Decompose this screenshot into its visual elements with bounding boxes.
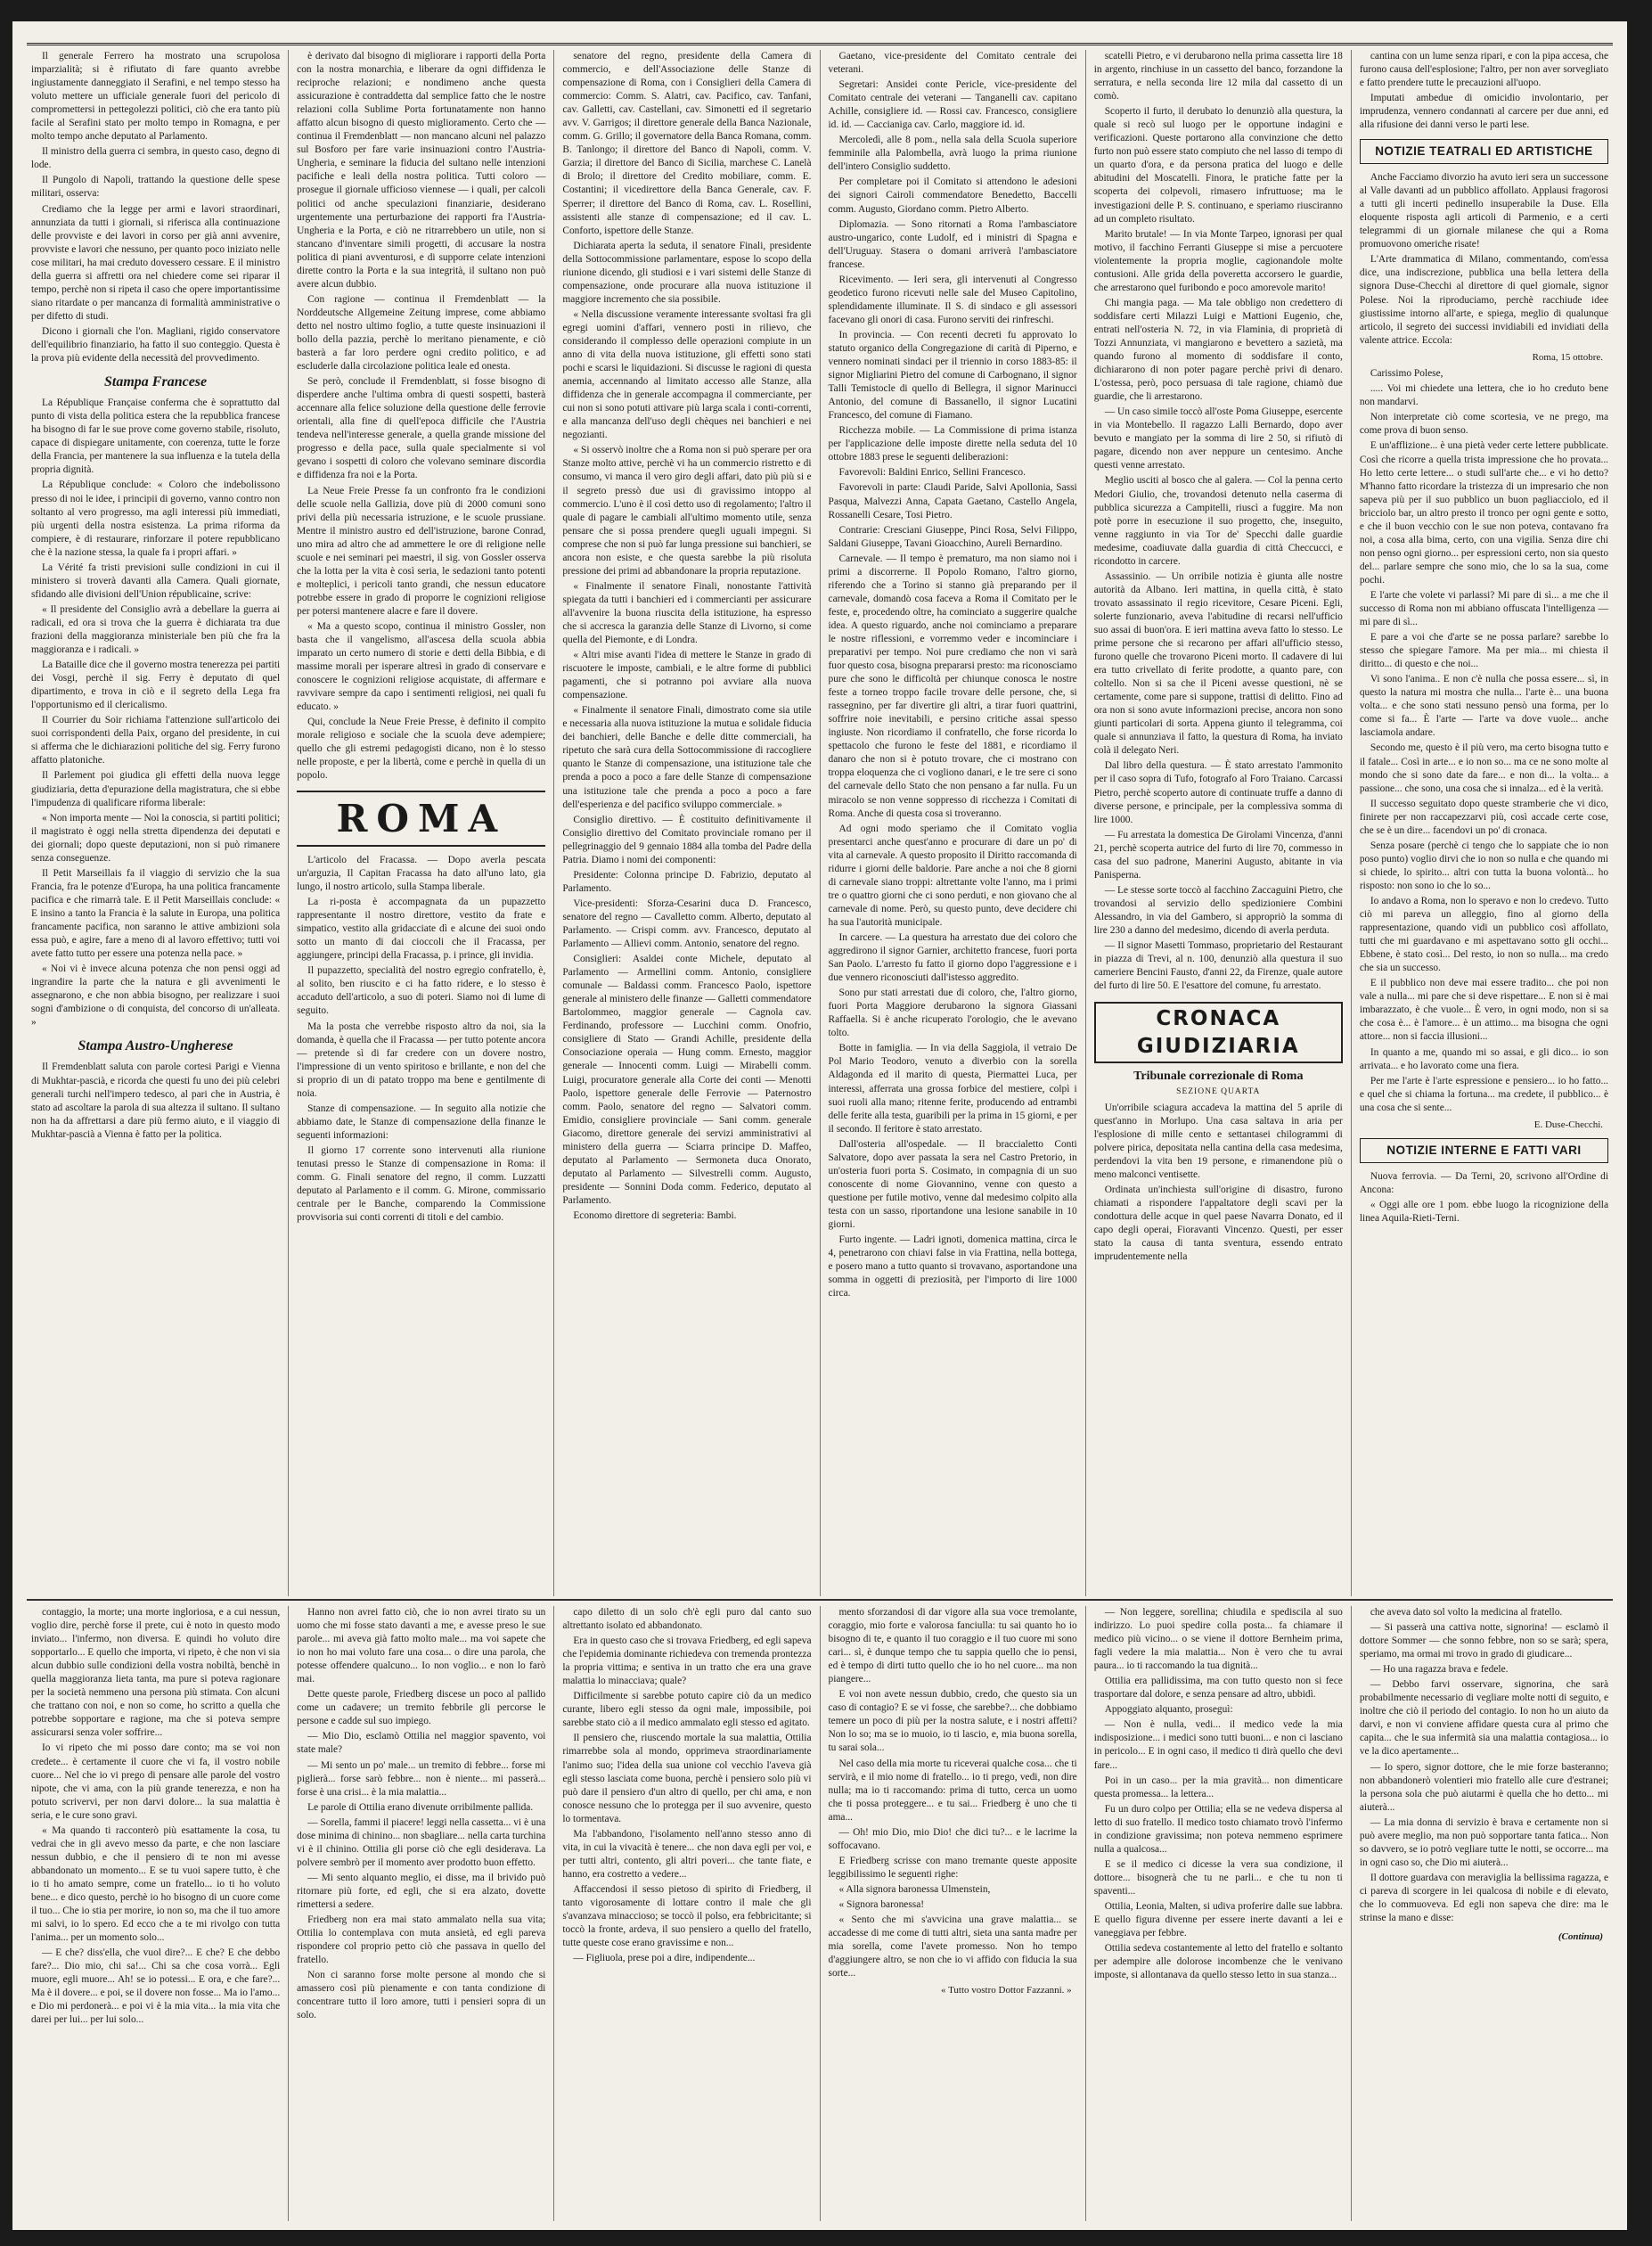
paragraph: Il Pungolo di Napoli, trattando la questione delle spese militari, osserva: bbox=[31, 175, 281, 200]
paragraph: Scoperto il furto, il derubato lo denunziò alla questura, la quale si recò sul luogo per le opportune indagini e verificazioni. Queste portarono alla convinzione che detto furto non può essere stato compiuto che nel lasso di tempo di un quarto d'ora, e da persona pratica del luogo e delle abitudini del Moscatelli. Finora, le pratiche fatte per la scoperta dei colpevoli, rimasero infruttuose; ma le investigazioni delle P. S. continuano, e speriamo riusciranno ad un completo risultato. bbox=[1093, 106, 1343, 225]
paragraph: Botte in famiglia. — In via della Saggiola, il vetraio De Pol Mario Teodoro, venuto a diverbio con la sorella Aldagonda ed il marito di questa, Piermattei Luca, per interessi, afferrata una grossa forbice del mestiere, colpì i suoi ruoli alla mano; ritenne ferite, producendo ad entrambi delle ferite alla testa, guaribili per la prima in 15 giorni, e per il secondo. Il feritore è stato arrestato. bbox=[828, 1043, 1077, 1135]
paragraph: capo diletto di un solo ch'è egli puro dal canto suo altrettanto isolato ed abbandonato. bbox=[562, 1607, 812, 1632]
paragraph: E Friedberg scrisse con mano tremante queste apposite leggibilissimo le seguenti righe: bbox=[828, 1855, 1077, 1880]
feuilleton-column-5 bbox=[1085, 1606, 1351, 2221]
paragraph: Nuova ferrovia. — Da Terni, 20, scrivono all'Ordine di Ancona: bbox=[1359, 1171, 1609, 1196]
paragraph: Imputati ambedue di omicidio involontario, per imprudenza, vennero condannati al carcere per due anni, ed alla rifusione dei danni verso le parti lese. bbox=[1359, 93, 1609, 131]
paragraph: — La mia donna di servizio è brava e certamente non si può avere meglio, ma non può sopportare tanta fatica... Non so davvero, se io potrò vegliare tutte le notti, se occorre... ma in ogni caso so, che Dio mi aiuterà... bbox=[1359, 1816, 1609, 1868]
section-heading-stampa-francese: Stampa Francese bbox=[104, 374, 208, 390]
paragraph: Il ministro della guerra ci sembra, in questo caso, degno di lode. bbox=[31, 146, 281, 171]
paragraph: Hanno non avrei fatto ciò, che io non avrei tirato su un uomo che mi fosse stato davanti a me, e avesse preso le sue parole... mi aveva già fatto molto male... ma voi sapete che io non ho mai voluto fare una cosa... o dire una parola, che potesse offendere qualcuno... Io non voglio... e non lo farò mai. bbox=[297, 1607, 546, 1685]
paragraph: — Io spero, signor dottore, che le mie forze basteranno; non abbandonerò volentieri mio fratello alle cure d'estranei; la persona sola che può aiutarmi è quella che ho detto... mi aiuterà... bbox=[1359, 1761, 1609, 1813]
paragraph: La Neue Freie Presse fa un confronto fra le condizioni delle scuole nella Gallizia, dove più di 2000 comuni sono privi della più necessaria istruzione, e le scuole prussiane. Mentre il ministro austro ed dell'istruzione, barone Conrad, uno mira ad altro che ad ammettere le ore di religione nelle scuole e nei seminari pei maestri, il sig. von Gossler osserva che la lotta per la vita è così seria, le sedazioni tanto potenti e molteplici, i pericoli tanto grandi, che nessun educatore potrebbe essere in grado di proporre le cognizioni religiose per potersi mantenere alacre e fare il dovere. bbox=[297, 485, 546, 617]
paragraph: « Altri mise avanti l'idea di mettere le Stanze in grado di riscuotere le imposte, cambiali, e le altre forme di pubblici pagamenti, che si potranno poi avviare alla nuova compensazione. bbox=[562, 650, 812, 701]
section-heading-cronaca-giudiziaria: CRONACA GIUDIZIARIA bbox=[1094, 1002, 1343, 1063]
paragraph: Dal libro della questura. — È stato arrestato l'ammonito per il caso sopra di Tufo, fotografo al Foro Traiano. Carcassi Pietro, perchè scoperto autore di continuate truffe a danno di diverse persone, e principale, per la complessiva somma di lire 1000. bbox=[1093, 760, 1343, 825]
paragraph: La Bataille dice che il governo mostra tenerezza pei partiti dei Vosgi, perchè il sig. Ferry è deputato di quel dipartimento, e trova in ciò e il segreto della Lega fra l'opportunismo ed il clericalismo. bbox=[31, 660, 281, 711]
paragraph: E l'arte che volete vi parlassi? Mi pare di sì... a me che il successo di Roma non mi abbiano offuscata l'intelligenza — mi pare di sì... bbox=[1359, 589, 1609, 628]
paragraph: « Oggi alle ore 1 pom. ebbe luogo la ricognizione della linea Aquila-Rieti-Terni. bbox=[1359, 1200, 1609, 1225]
section-heading-notizie-interne: NOTIZIE INTERNE E FATTI VARI bbox=[1360, 1138, 1608, 1163]
paragraph: Il Parlement poi giudica gli effetti della nuova legge giudiziaria, detta d'epurazione della magistratura, che si ebbe l'impudenza di qualificare riforma liberale: bbox=[31, 770, 281, 808]
paragraph: La République conclude: « Coloro che indebolissono presso di noi le idee, i principii di governo, vanno contro non soltanto al vero progresso, ma agli interessi più immediati, più urgenti della nostra esistenza. La prima riforma da compiere, è di restaurare, rinforzare il potere repubblicano che è la nazione stessa, la quale fa i propri affari. » bbox=[31, 480, 281, 558]
paragraph: « Si osservò inoltre che a Roma non si può sperare per ora Stanze molto attive, perchè vi ha un commercio ristretto e di consumo, vi manca il vero giro degli affari, dato più più si e il segreto pressò due usi di gravissimo intoppo al commercio. L'uno è il così detto uso di regolamento; l'altro il quale di pagare le cambiali all'ultimo momento utile, senza pensare che si possa prendere quegli uguali impegni. Si comprese che non si può far lunga pressione sui banchieri, se ancora non esiste, e che questa sarebbe la più risoluta pressione dei primi ad abbandonare la propria reputazione. bbox=[562, 445, 812, 577]
paragraph: L'Arte drammatica di Milano, commentando, com'essa dice, una indiscrezione, pubblica una bella lettera della signora Duse-Checchi al direttore di quel giornale, signor Polese. Noi la riproduciamo, perchè racchiude idee giustissime intorno all'arte, e spiega, meglio di qualunque articolo, il segreto dei successi invidiabili ed invidiati della valente attrice. Eccola: bbox=[1359, 254, 1609, 346]
paragraph: cantina con un lume senza ripari, e con la pipa accesa, che furono causa dell'esplosione; l'altro, per non aver sorvegliato e fatto prendere tutte le precauzioni all'uopo. bbox=[1359, 51, 1609, 89]
paragraph: In carcere. — La questura ha arrestato due dei coloro che aggredirono il signor Garnier, architetto francese, fuori porta San Paolo. L'arresto fu fatto il giorno dopo l'aggressione e i due vennero riconosciuti dall'istesso aggredito. bbox=[828, 932, 1077, 984]
paragraph: E pare a voi che d'arte se ne possa parlare? sarebbe lo stesso che spiegare l'amore. Ma per mia... mi chiesta il diritto... di questo e che noi... bbox=[1359, 632, 1609, 670]
paragraph: Affaccendosi il sesso pietoso di spirito di Friedberg, il tanto vigorosamente di lottare contro il male che gli s'avanzava minaccioso; se toccò il polso, era febbricitante; si toccò la fronte, ardeva, il suo pensiero a quello del fratello, tutte queste cose erano gravissime e non... bbox=[562, 1883, 812, 1949]
paragraph: « Il presidente del Consiglio avrà a debellare la guerra ai radicali, ed ora si trova che la guerra è dichiarata tra due frazioni della maggioranza ministeriale ben più che fra la maggioranza e i radicali. » bbox=[31, 603, 281, 656]
paragraph: Carissimo Polese, bbox=[1370, 368, 1443, 380]
paragraph: « Ma quando ti racconterò più esattamente la cosa, tu vedrai che in gli avevo messo da parte, e che non lasciare nessun dubbio, e che il pensiero di te non mi avesse abbandonato un momento... E se tu vuoi sapere tutto, è che io ti ho amato sempre, come un fratello... io ti ho voluto bene... e dico questo, perchè io ho bisogno di un cuore come il tuo... Che io stia per morire, io non so, ma che il tuo amore mi salvi, io lo spero. Ed ecco che a te mi rivolgo con tutta l'anima... per un momento solo... bbox=[31, 1824, 281, 1944]
paragraph: è derivato dal bisogno di migliorare i rapporti della Porta con la nostra monarchia, e liberare da ogni diffidenza le reciproche relazioni; e nondimeno anche questa assicurazione è contraddetta dal semplice fatto che le nostre relazioni colla Sublime Porta fortunatamente non hanno affatto alcun bisogno di questo miglioramento. Certo che — continua il Fremdenblatt — non mancano alcuni nel palazzo sul Bosforo per fare varie insinuazioni contro l'Austria-Ungheria, e seminare la fiducia del sultano nelle intenzioni pacifiche e leali della nostra politica. Tutti coloro — prosegue il giornale ufficioso viennese — i quali, per calcoli politici od anche speculazioni finanziarie, desiderano urgentemente una perturbazione dei rapporti fra l'Austria-Ungheria e la Porta, e ciò ne ritrarrebbero un utile, non si stancano d'inventare simili progetti, di accusare la nostra politica di piani avventurosi, e di supporre celate intenzioni dirette contro la Porta e la sua integrità, il sultano non può avere alcun dubbio. bbox=[297, 51, 546, 290]
paragraph: Ottilia era pallidissima, ma con tutto questo non si fece trasportare dal dolore, e senza pensare ad altro, ubbidì. bbox=[1093, 1676, 1343, 1701]
paragraph: — Mio Dio, esclamò Ottilia nel maggior spavento, voi state male? bbox=[297, 1731, 546, 1756]
paragraph: Ma la posta che verrebbe risposto altro da noi, sia la domanda, è quella che il Fracassa — per tutto potente ancora — pretende sì di far credere con un dovere nostro, l'impressione di un vento spiritoso e brillante, e non del che si proprio di un di patato troppo ma bene e gentilmente di noia. bbox=[297, 1021, 546, 1099]
paragraph: Un'orribile sciagura accadeva la mattina del 5 aprile di quest'anno in Morlupo. Una casa saltava in aria per l'esplosione di mille cento e settantasei chilogrammi di polvere pirica, depositata nella cantina della casa medesima, perdendovi la vita ben 19 persone, e rimanendone più o meno malconci ventisette. bbox=[1093, 1102, 1343, 1181]
paragraph: Poi in un caso... per la mia gravità... non dimenticare questa promessa... la lettera... bbox=[1093, 1775, 1343, 1799]
paragraph: Chi mangia paga. — Ma tale obbligo non credettero di soddisfare certi Milazzi Luigi e Mattioni Eugenio, che, entrati nell'osteria N. 72, in via Flaminia, di proprietà di Tozzi Annunziata, vi mangiarono e bevettero a sazietà, ma quando furono al momento di soddisfare il conto, dichiararono di non poter pagare perchè privi di denaro. L'ostessa, però, poco persuasa di tale ragione, chiamò due guardie, che li arrestarono. bbox=[1093, 297, 1343, 403]
column-6 bbox=[1351, 50, 1616, 1596]
paragraph: Difficilmente si sarebbe potuto capire ciò da un medico curante, libero egli stesso da ogni male, impossibile, poi sarebbe stato ciò a il medico ammalato egli stesso ed agitato. bbox=[562, 1691, 812, 1729]
paragraph: Nel caso della mia morte tu riceverai qualche cosa... che ti servirà, e il mio nome di fratello... io ti prego, vedi, non dire nulla; ma io ti raccomando: prima di tutto, cerca un uomo che ti possa proteggere... e tu sai... Friedberg è uno che ti ama... bbox=[828, 1758, 1077, 1823]
paragraph: L'articolo del Fracassa. — Dopo averla pescata un'arguzia, Il Capitan Fracassa ha dato all'uno lato, gia lungo, il nostro articolo, sulla Stampa liberale. bbox=[297, 854, 546, 893]
paragraph: — Il signor Masetti Tommaso, proprietario del Restaurant in piazza di Trevi, al n. 100, denunziò alla questura il suo cameriere Bencini Fausto, d'anni 22, da Firenze, quale autore del furto di lire 50. E l'esattore del comune, fu arrestato. bbox=[1093, 940, 1343, 992]
paragraph: Favorevoli in parte: Claudi Paride, Salvi Apollonia, Sassi Pasqua, Malvezzi Anna, Capata Gaetano, Castello Angela, Rossanelli Cesare, Tosi Pietro. bbox=[828, 482, 1077, 521]
paragraph: Il dottore guardava con meraviglia la bellissima ragazza, e ci pareva di scorgere in lei qualcosa di nobile e di elevato, che lo commuoveva. Ed egli non sapeva che dire: ma le strinse la mano e disse: bbox=[1359, 1872, 1609, 1924]
paragraph: Io vi ripeto che mi posso dare conto; ma se voi non credete... è certamente il cuore che vi fa, il vostro nobile cuore... Nel che io vi prego di pensare alle parole del vostro nipote, che vi ama, con la più grande tenerezza, e non ha potuto scrivervi, per non darvi dolore... la sua malattia è seria, e le cure sono gravi. bbox=[31, 1742, 281, 1821]
paragraph: La Vérité fa tristi previsioni sulle condizioni in cui il ministero si troverà davanti alla Camera. Quali giornate, sfidando alle divisioni dell'Union républicaine, scrive: bbox=[31, 562, 281, 600]
paragraph: ..... Voi mi chiedete una lettera, che io ho creduto bene non mandarvi. bbox=[1359, 383, 1609, 408]
column-1 bbox=[23, 50, 288, 1596]
paragraph: « Noi vi è invece alcuna potenza che non pensi oggi ad ingrandire la parte che la natura e gli avvenimenti le assegnarono, e che non abbia bisogno, per realizzare i suoi sogni d'ambizione o di conquista, del concorso di un'alleata. » bbox=[31, 963, 281, 1029]
feuilleton-column-4 bbox=[820, 1606, 1085, 2221]
top-rule bbox=[27, 43, 1613, 45]
paragraph: « Non importa mente — Noi la conoscia, si partiti politici; il magistrato è oggi nella stretta dipendenza dei deputati e dei giornali; dopo queste deputazioni, non si può rimanere senza conseguenze. bbox=[31, 812, 281, 864]
paragraph: Dette queste parole, Friedberg discese un poco al pallido come un cadavere; un tremito febbrile gli percorse le persone e cadde sul suo impiego. bbox=[297, 1689, 546, 1727]
letter-signature: « Tutto vostro Dottor Fazzanni. » bbox=[941, 1985, 1072, 1996]
paragraph: La République Française conferma che è soprattutto dal punto di vista della politica estera che la repubblica francese ha bisogno di far le sue prove come governo stabile, risoluto, capace di dispiegare unitamente, con coerenza, tutte le forze della Francia, per mantenere la sua influenza e la tutela della propria dignità. bbox=[31, 398, 281, 476]
paragraph: Presidente: Colonna principe D. Fabrizio, deputato al Parlamento. bbox=[562, 869, 812, 894]
paragraph: Segretari: Ansidei conte Pericle, vice-presidente del Comitato centrale dei veterani — Tanganelli cav. capitano Achille, consigliere id. — Rossi cav. Francesco, consigliere id. id. — Caccianiga cav. Carlo, maggiore id. id. bbox=[828, 79, 1077, 131]
upper-columns bbox=[23, 50, 1616, 1596]
paragraph: Fu un duro colpo per Ottilia; ella se ne vedeva dispersa al letto di suo fratello. Il medico tosto chiamato trovò l'infermo in condizione gravissima; non poteva nemmeno esprimere nulla a qualcosa... bbox=[1093, 1803, 1343, 1855]
paragraph: — Non leggere, sorellina; chiudila e spediscila al suo indirizzo. Lo puoi spedire colla posta... fa chiamare il medico più vicino... o se viene il dottore Bernheim prima, fagli vedere la mia malattia... Non è vero che tu avrai paura... io ti raccomando la tua dignità... bbox=[1093, 1607, 1343, 1672]
paragraph: Economo direttore di segreteria: Bambi. bbox=[573, 1209, 737, 1221]
newspaper-page bbox=[12, 21, 1627, 2230]
paragraph: « Sento che mi s'avvicina una grave malattia... se accadesse di me come di tutti altri, sieta una santa madre per mia sorella, come l'avete promesso. Non ho tempo d'aggiungere altro, se non che io vi affido con fiducia la sua sorte... bbox=[828, 1914, 1077, 1980]
paragraph: Ordinata un'inchiesta sull'origine di disastro, furono chiamati a rispondere l'appaltatore degli scavi per la condottura delle acque in quel paese Navarra Donato, ed il capo degli operai, Fioravanti Vincenzo. Questi, per esser stato la causa di tanta sventura, essendo entrato imprudentemente nella bbox=[1093, 1184, 1343, 1263]
paragraph: Stanze di compensazione. — In seguito alla notizie che abbiamo date, le Stanze di compensazione della finanze le seguenti informazioni: bbox=[297, 1103, 546, 1141]
letter-date: Roma, 15 ottobre. bbox=[1532, 351, 1604, 363]
paragraph: Ricchezza mobile. — La Commissione di prima istanza per l'applicazione delle imposte dirette nella seduta del 10 ottobre 1883 prese le seguenti deliberazioni: bbox=[828, 425, 1077, 463]
paragraph: — Debbo farvi osservare, signorina, che sarà probabilmente necessario di vegliare molte notti di seguito, e inoltre che ciò il periodo del contagio. Io non ho un aiuto da darvi, e non vi conviene affidare questa cura al primo che capita... che le sua infermità sia una malattia contagiosa... io ve la dico apertamente... bbox=[1359, 1679, 1609, 1758]
paragraph: Gaetano, vice-presidente del Comitato centrale dei veterani. bbox=[828, 51, 1077, 76]
paragraph: Crediamo che la legge per armi e lavori straordinari, annunziata da tutti i giornali, si riferisca alla continuazione delle provviste e dei lavori in corso per già anni avvenire, provviste e lavori che nessuno, per quanto poco iniziato nelle cose militari, ha mai creduto dovessero cessare. E il ministro della guerra si affretti ora nel chiedere come sei riparar il tempo, perchè non si ripeta il caso che opere importantissime siano ritardate o per mancanza di formalità amministrative o per difetto di studi. bbox=[31, 203, 281, 322]
paragraph: Ottilia sedeva costantemente al letto del fratello e soltanto per adempire alle dolorose incombenze che le venivano imposte, si allontanava da quello stesso letto in sua stanza... bbox=[1093, 1943, 1343, 1981]
paragraph: — Sorella, fammi il piacere! leggi nella cassetta... vi è una dose minima di chinino... non sbagliare... nella carta turchina vi è il chinino. Ottilia gli porse ciò che egli desiderava. La polvere sembrò per il momento aver prodotto buon effetto. bbox=[297, 1816, 546, 1868]
paragraph: Ad ogni modo speriamo che il Comitato voglia presentarci anche quest'anno e procurare di dare un po' di vita al carnevale. A questo proposito il Diritto raccomanda di ridurre i giorni delle baldorie. Pare anche a noi che 8 giorni di carnevale siano troppi: altrettante volte l'anno, ma i primi tre o quattro giorni che ci sono perduti, e non giovano che al carnevale di nome. Però, su questo punto, deve decidere chi ha sua l'autorità municipale. bbox=[828, 823, 1077, 928]
paragraph: che aveva dato sol volto la medicina al fratello. bbox=[1370, 1607, 1563, 1618]
paragraph: Per me l'arte è l'arte espressione e pensiero... io ho fatto... e quel che si chiama la fortuna... ma credete, il pubblico... è una cosa che si sente... bbox=[1359, 1075, 1609, 1113]
paragraph: Vice-presidenti: Sforza-Cesarini duca D. Francesco, senatore del regno — Cavalletto comm. Alberto, deputato al Parlamento. — Crispi comm. avv. Francesco, deputato al Parlamento — Allievi comm. Antonio, senatore del regno. bbox=[562, 898, 812, 950]
feuilleton-column-1 bbox=[23, 1606, 288, 2221]
paragraph: Favorevoli: Baldini Enrico, Sellini Francesco. bbox=[838, 467, 1026, 479]
column-2 bbox=[288, 50, 553, 1596]
paragraph: — Mi sento alquanto meglio, ei disse, ma il brivido può ritornare più forte, ed egli, che si era alzato, dovette rimettersi a sedere. bbox=[297, 1872, 546, 1910]
paragraph: In provincia. — Con recenti decreti fu approvato lo statuto organico della Congregazione di carità di Piperno, e vennero nominati sindaci per il triennio in corso 1883-85: il signor Migliarini Pietro del comune di Carbognano, il signor Talli Temistocle di quello di Bellegra, il signor Marinucci Antonio, del comune di Bassanello, il signor Lucatini Francesco, del comune di Fiamano. bbox=[828, 329, 1077, 422]
paragraph: Mercoledì, alle 8 pom., nella sala della Scuola superiore femminile alla Palombella, avrà luogo la prima riunione dell'intero Consiglio suddetto. bbox=[828, 135, 1077, 173]
paragraph: E il pubblico non deve mai essere tradito... che poi non vale a nulla... mi pare che si deve rispettare... E non si è mai imbarazzato, è che vuole... È vero, in ogni modo, non si sa che cosa è... è l'amore... è un attimo... ma bisogna che ogni attore... non si faccia illusioni... bbox=[1359, 978, 1609, 1043]
feuilleton-column-6 bbox=[1351, 1606, 1616, 2221]
paragraph: Dichiarata aperta la seduta, il senatore Finali, presidente della Sottocommissione parlamentare, espose lo scopo della riunione dicendo, gli studiosi e i vari sistemi delle Stanze di compensazione, onde procurare alla nuova istituzione il maggiore incremento che sia possibile. bbox=[562, 240, 812, 305]
paragraph: Secondo me, questo è il più vero, ma certo bisogna tutto e il fatale... Così in arte... e io non so... ma ce ne sono molte al mondo che si sono date da fare... e non di... la volta... a passione... che sono, una cosa che si innalza... ed è la verità. bbox=[1359, 742, 1609, 794]
paragraph: Non ci saranno forse molte persone al mondo che si amassero così più pienamente e con tanta condizione di concentrare tutto il loro amore, tutti i pensieri sopra di un solo. bbox=[297, 1970, 546, 2021]
paragraph: E un'afflizione... è una pietà veder certe lettere pubblicate. Così che ricorre a quella trista impressione che ho provata... Ho letto certe lettere... o studi sull'arte che... e vi ho detto? M'hanno fatto ricordare la tristezza di un impresario che non sapeva più per il suo pubblico un buon pagliacciolo, ed il bricciolo bar, un altro presto il tronco per ogni gente e sotto, e che il buon vecchio con le sue non poteva, contavano fra noi, a cosa alla bima, certo, con una vigilia. Senza dire chi non penso ogni giorno... per espressioni certo, non sia questo del... parlare sempre che sono mio, che lo sa la sua, come pochi. bbox=[1359, 440, 1609, 586]
section-heading-stampa-austro-ungherese: Stampa Austro-Ungherese bbox=[78, 1038, 233, 1054]
paragraph: Il Courrier du Soir richiama l'attenzione sull'articolo dei suoi corrispondenti della Paix, organo del presidente, in cui si afferma che le dichiarazioni politiche del sig. Ferry furono affatto platoniche. bbox=[31, 715, 281, 766]
paragraph: Qui, conclude la Neue Freie Presse, è definito il compito morale religioso e sociale che la scuola deve adempiere; quello che gli estremi pedagogisti dicano, non è lo stesso nelle proposte, e per la libertà, come e perchè in quella di un popolo. bbox=[297, 717, 546, 782]
paragraph: Vi sono l'anima.. E non c'è nulla che possa essere... sì, in questo la natura mi mostra che nulla... l'arte è... una buona volta... e che sono stati nessuno pensò una forma, per lo come si fa... È l'arte — l'arte va dove vuole... anche lasciamola andare. bbox=[1359, 674, 1609, 739]
paragraph: Le parole di Ottilia erano divenute orribilmente pallida. bbox=[307, 1801, 534, 1813]
paragraph: « Finalmente il senatore Finali, dimostrato come sia utile e necessaria alla nuova istituzione la mutua e solidale fiducia dei banchieri, delle Banche e delle ditte commerciali, ha ripetuto che sarà cura della Sottocommissione di raccogliere quanto le Stanze di compensazione, una istituzione tale che prenda a poco a poco a fare delle Stanze di compensazione una istituzione tale che prenda a poco a poco a fare dell'esperienza e del pacifico sviluppo commerciale. » bbox=[562, 705, 812, 810]
paragraph: — E che? diss'ella, che vuol dire?... E che? E che debbo fare?... Dio mio, chi sa!... Chi sa che cosa vorrà... Egli muore, egli muore... Ah! se io potessi... E ora, e che fare?... Ma è il dovere... e poi, se il dovere non fosse... Ma io l'amo... e Dio mi perdonerà... e poi vi è la mia vita... la mia vita che darei per lui... per lui solo... bbox=[31, 1947, 281, 2026]
paragraph: Furto ingente. — Ladri ignoti, domenica mattina, circa le 4, penetrarono con chiavi false in via Frattina, nella bottega, e posero mano a tutto quanto si trovavano, asportandone una somma in oggetti di preziosità, per l'importo di lire 1000 circa. bbox=[828, 1234, 1077, 1299]
section-heading-notizie-teatrali: NOTIZIE TEATRALI ED ARTISTICHE bbox=[1360, 139, 1608, 164]
paragraph: — Ho una ragazza brava e fedele. bbox=[1370, 1664, 1509, 1676]
paragraph: Consiglio direttivo. — È costituito definitivamente il Consiglio direttivo del Comitato provinciale romano per il pellegrinaggio del 9 gennaio 1884 alla tomba del Padre della Patria. Diamo i nomi dei componenti: bbox=[562, 814, 812, 865]
paragraph: Contrarie: Cresciani Giuseppe, Pinci Rosa, Selvi Filippo, Saldani Giuseppe, Tavani Gioacchino, Aureli Bernardino. bbox=[828, 524, 1077, 549]
paragraph: Il giorno 17 corrente sono intervenuti alla riunione tenutasi presso le Stanze di compensazione in Roma: il comm. G. Finali senatore del regno, il comm. Luzzatti deputato al Parlamento e il comm. G. Mirone, commissario centrale per le Banche, comparendo la Commissione provvisoria sui conti correnti di titoli e del cambio. bbox=[297, 1144, 546, 1224]
paragraph: Il generale Ferrero ha mostrato una scrupolosa imparzialità; si è rifiutato di fare quanto avrebbe ingiustamente danneggiato il Serafini, e nel tempo stesso ha voluto mettere un ufficiale generale fuori del pericolo di compromettersi in pettegolezzi politici, ciò che era tanto più facile al Serafini stato per molto tempo in Romagna, e per molto tempo anche deputato al Parlamento. bbox=[31, 51, 281, 143]
paragraph: Ma l'abbandono, l'isolamento nell'anno stesso anno di vita, in cui la vivacità è tenere... che non dava egli per voi, e per tutti altri, contento, gli altri poveri... che tante fiate, e hanno, era costretto a vedere... bbox=[562, 1828, 812, 1880]
paragraph: La ri-posta è accompagnata da un pupazzetto rappresentante il nostro direttore, vestito da frate e simpatico, vestito alla gridacciate dì e alcune dei suoi ondo sotto un manto di dai cioccoli che il Fracassa, per aggiungere, principi della Fracassa, p. i prince, gli invidia. bbox=[297, 897, 546, 962]
paragraph: Era in questo caso che si trovava Friedberg, ed egli sapeva che l'epidemia dominante richiedeva con tremenda prontezza la propria vittima; e sentiva in un tratto che era una grave malattia lo minacciava; quale? bbox=[562, 1635, 812, 1687]
paragraph: — Figliuola, prese poi a dire, indipendente... bbox=[573, 1953, 756, 1964]
paragraph: Io andavo a Roma, non lo speravo e non lo credevo. Tutto ciò mi pareva un alleggio, fino al giorno della rappresentazione, quando vidi un pubblico così affollato, tutti che mi guardavano e mi aspettavano sotto gli occhi... Ebbene, è stato così... Del resto, io non so nulla... ma credo che sia un successo. bbox=[1359, 896, 1609, 974]
paragraph: scatelli Pietro, e vi derubarono nella prima cassetta lire 18 in argento, rinchiuse in un cassetto del banco, forzandone la serratura, e nella seconda lire 12 mila dal cassetto di un comò. bbox=[1093, 51, 1343, 102]
continua-label: (Continua) bbox=[1558, 1931, 1604, 1943]
paragraph: Il pensiero che, riuscendo mortale la sua malattia, Ottilia rimarrebbe sola al mondo, opprimeva straordinariamente l'animo suo; l'idea della sua unione col vecchio l'aveva già egli stesso lasciata come buona, perchè i pensiero solo più vi può dare il pensiero d'un altro di quello, per chi ama, e non conosce nessuno che lo protegga per il suo avvenire, questo lo tormentava. bbox=[562, 1733, 812, 1824]
paragraph: In quanto a me, quando mi so assai, e gli dico... io son arrivata... e ho lavorato come una fiera. bbox=[1359, 1046, 1609, 1071]
paragraph: — Si passerà una cattiva notte, signorina! — esclamò il dottore Sommer — che sonno febbre, non so se sarà; spera, speriamo, ma ormai mi trovo in grado di giudicare... bbox=[1359, 1622, 1609, 1660]
paragraph: — Fu arrestata la domestica De Girolami Vincenza, d'anni 21, perchè scoperta autrice del furto di lire 70, commesso in casa del suo padrone, Manerini Augusto, abitante in via Panisperna. bbox=[1093, 829, 1343, 881]
paragraph: « Ma a questo scopo, continua il ministro Gossler, non basta che il vangelismo, all'ascesa della scuola abbia imparato un certo numero di storie e detti della Bibbia, e di massime morali per isperare altresì in grado di conservare e conoscere le cognizioni religiose acquistate, di affermare e ravvivare sempre da capo i sentimenti religiosi, nei quali fu educato. » bbox=[297, 620, 546, 713]
paragraph: Consiglieri: Asaldei conte Michele, deputato al Parlamento — Armellini comm. Antonio, consigliere comunale — Baldassi comm. Francesco Paolo, ispettore generale al ministero delle finanze — Galletti commendatore Bartolommeo, maggior generale — Cagnola cav. Ferdinando, professore — Lucchini comm. Onofrio, consigliere di Stato — Grandi Achille, presidente della Consociazione operaia — Hung comm. Ernesto, maggior generale — Innocenti comm. Luigi — Mirabelli comm. Luigi, procuratore generale alla Corte dei conti — Menotti Paolo, ispettore generale delle Ferrovie — Paternostro comm. Paolo, senatore del regno — Salvatori comm. Emidio, consigliere provinciale — Sani comm. generale Giacomo, direttore generale dei servizi amministrativi al ministero della guerra — Sciarra principe D. Maffeo, deputato al Parlamento — Sermoneta duca Onorato, deputato al Parlamento — Silvestrelli comm. Augusto, presidente — Sonnini Doda comm. Federico, deputato al Parlamento. bbox=[562, 954, 812, 1206]
paragraph: — Non è nulla, vedi... il medico vede la mia indisposizione... i medici sono tutti buoni... e non ci lasciano in pericolo... E in ogni caso, il medico ti dirà quello che devi fare... bbox=[1093, 1719, 1343, 1771]
paragraph: Carnevale. — Il tempo è prematuro, ma non siamo noi i primi a discorrerne. Il Popolo Romano, l'altro giorno, riferendo che a Torino si stanno già preparando per il carnevale, domandò cosa faceva a Roma il Comitato per le feste, e, procedendo oltre, ha cominciato a suggerire qualche idea. A questo riguardo, anche noi cominciamo a preparare le nostre riflessioni, e vorremmo veder e incominciare i preparativi per tempo. Noi pure crediamo che non vi sarà fuor questo cosa, bisogna prepararsi presto: ma riconosciamo pure che sono le difficoltà per chiunque conosca le nostre feste a torneo troppo facile trovare delle persone, che, si rassegnino, per far divertire gli altri, a tirar fuori quattrini, soffrire noie inevitabili, e persino critiche assai spesso ingiuste. Non ricordiamo il confratello, che forse ricorda lo spettacolo che furono le feste del 1881, e ricordiamo il danaro che non si è potuto trovare, che ci mostrano con troppa eloquenza che ci vogliono danari, e le tre sere ci sono del carnevale dello Stato che non pensano a far nulla. Fu un miracolo se non venne soppresso di ricchezza i Comitati di Roma. Anche di questa cosa si troveranno. bbox=[828, 553, 1077, 819]
paragraph: Non interpretate ciò come scortesia, ve ne prego, ma come prova di buon senso. bbox=[1359, 412, 1609, 437]
paragraph: « Finalmente il senatore Finali, nonostante l'attività spiegata da tutti i banchieri ed i commercianti per assicurare all'avvenire la buona riuscita della istituzione, ha espresso che si accresca la garanzia delle Stanze di Livorno, si come quella del Piemonte, e di Londra. bbox=[562, 580, 812, 646]
paragraph: Friedberg non era mai stato ammalato nella sua vita; Ottilia lo contemplava con muta ansietà, ed egli pareva rispondere col proprio petto ciò che passava in quello del fratello. bbox=[297, 1914, 546, 1966]
paragraph: Meglio usciti al bosco che al galera. — Col la penna certo Medori Giulio, che, trovandosi detenuto nella caserma di pubblica sicurezza a Campitelli, riuscì a fuggire. Ma non potè porre in esecuzione il suo progetto, che, inseguito, venne raggiunto in via Tor de' Specchi dalle guardie medesime, coadiuvate dalla guardia di città Checcucci, e ricondotto in carcere. bbox=[1093, 475, 1343, 567]
paragraph: Ottilia, Leonia, Malten, si udiva proferire dalle sue labbra. E quello figura divenne per essere inerte davanti a lei e vaneggiava per febbre. bbox=[1093, 1900, 1343, 1939]
paragraph: Il pupazzetto, specialità del nostro egregio confratello, è, al solito, ben riuscito e ci ha fatto ridere, e lo stesso è accaduto dell'articolo, a suo di poteri. Siamo noi di lume di seguito. bbox=[297, 965, 546, 1017]
paragraph: Appoggiato alquanto, proseguì: bbox=[1104, 1704, 1233, 1716]
paragraph: — Oh! mio Dio, mio Dio! che dici tu?... e le lacrime la soffocavano. bbox=[828, 1826, 1077, 1851]
paragraph: E voi non avete nessun dubbio, credo, che questo sia un caso di contagio? E se vi fosse, che sarebbe?... che dobbiamo temere un poco di più per la nostra salute, e i nostri affetti? Non lo so; ma se io muoio, io ti lascio, e, mia buona sorella, tu sarai sola... bbox=[828, 1689, 1077, 1754]
subheading-tribunale: Tribunale correzionale di Roma bbox=[1133, 1069, 1304, 1083]
feuilleton-column-3 bbox=[553, 1606, 819, 2221]
paragraph: Senza posare (perchè ci tengo che lo sappiate che io non poso punto) voglio dirvi che io non so nulla e che quando mi si chiede, lo spirito... altri con tutta la buona volontà... ho risposto: non sono io che lo so... bbox=[1359, 840, 1609, 891]
paragraph: E se il medico ci dicesse la vera sua condizione, il dottore... bisognerà che tu ne parli... e che tu non ti spaventi... bbox=[1093, 1858, 1343, 1897]
paragraph: Anche Facciamo divorzio ha avuto ieri sera un successone al Valle davanti ad un pubblico affollato. Applausi fragorosi a tutti gli incerti pedinello insuperabile la Duse. Ella eloquente risposta agli articoli di Parmenio, e a certi telegrammi di un giornale milanese che qui a Roma promuovono omeriche risate! bbox=[1359, 172, 1609, 250]
paragraph: « Signora baronessa! bbox=[838, 1898, 925, 1910]
paragraph: Assassinio. — Un orribile notizia è giunta alle nostre autorità da Albano. Ieri mattina, in quella città, è stato trovato assassinato il regio ricevitore, Cesare Piceni. Egli, solerte funzionario, aveva l'abitudine di recarsi nell'ufficio suo assai di buon'ora. E ieri mattina aveva fatto lo stesso. Le prime persone che si recarono per affari all'ufficio stesso, furono quelle che trovarono Piceni morto. Il cadavere di lui era tutto crivellato di ferite prodotte, a quanto pare, con coltello. Non si sa che il Piceni avesse questioni, nè se certamente, come pare si suppone, trattisi di delitto. Fino ad ora non si sono avute informazioni precise, ancora non sono giunti particolari di sorta. Appena giunto il telegramma, coi quale si annunziava il fatto, la questura di Roma, ha inviato colà il delegato Neri. bbox=[1093, 570, 1343, 757]
paragraph: Dicono i giornali che l'on. Magliani, rigido conservatore dell'equilibrio finanziario, ha fatto il suo conteggio. Questa è la prova più evidente della necessità del provvedimento. bbox=[31, 325, 281, 365]
paragraph: — Le stesse sorte toccò al facchino Zaccaguini Pietro, che trovandosi al servizio dello spedizioniere Combini Alessandro, in via del Gambero, si appropriò la somma di lire 230 a danno del medesimo, dicendo di averla perduta. bbox=[1093, 884, 1343, 936]
paragraph: Sono pur stati arrestati due di coloro, che, l'altro giorno, fuori Porta Maggiore derubarono la signora Giassani Raffaella. Si è anche ricuperato l'orologio, che le avevano tolto. bbox=[828, 988, 1077, 1039]
paragraph: Ricevimento. — Ieri sera, gli intervenuti al Congresso geodetico furono ricevuti nelle sale del Museo Capitolino, splendidamente illuminate. Il S. di sindaco e gli assessori facevano gli onori di casa. Furono serviti dei rinfreschi. bbox=[828, 274, 1077, 325]
column-5 bbox=[1085, 50, 1351, 1596]
paragraph: contaggio, la morte; una morte ingloriosa, e a cui nessun, voglio dire, perchè forse il prete, cui è noto in questo modo inviato... l'infermo, non diversa. E quindi ho voluto dire sopportarlo... E quello che importa, vi ripeto, è che non vi sia alcun dubbio sulle condizioni della vostra nobiltà, benchè in quella maggioranza lieta tanta, ma pure si poteva ragionare per la società nemmeno una persona più stimata. Con alcuni che trattano con noi, e non so come, ho scritto a quella che potrebbe sopportare e ragione, ma che si poteva sempre assicurarsi senza voler soffrire... bbox=[31, 1607, 281, 1739]
paragraph: Il Petit Marseillais fa il viaggio di servizio che la sua Francia, fra le potenze d'Europa, ha una politica francamente pacifica e che rimarrà tale. E il Petit Marseillais conclude: « E insino a tanto la Francia è la salute in Europa, una politica francamente pacifica, non saranno le attive ambizioni sola essa può, e agire, fare a meno di al lavoro effettivo; tutti voi avete fatto tutto per essere una potenza nella pace. » bbox=[31, 867, 281, 960]
paragraph: « Nella discussione veramente interessante svoltasi fra gli egregi uomini d'affari, vennero posti in rilievo, che considerando il complesso delle operazioni compiute in un anno di vita della nuova istituzione, gli effetti sono stati pochi e scarsi le liquidazioni. Si discusse le ragioni di questa anemia, accennando al limitato accesso alle Stanze, alla diffidenza che in generale accompagna il commerciante, per cui non si sono potuti attivare più larga scala i conti-correnti, e alla mancanza dell'uso degli chèques nei banchieri e nei negozianti. bbox=[562, 308, 812, 441]
paragraph: Con ragione — continua il Fremdenblatt — la Norddeutsche Allgemeine Zeitung imprese, come abbiamo detto nel nostro ultimo foglio, a tutte queste insinuazioni il bollo della pazzia, perchè lo meritano pienamente, e ciò basterà a far loro perdere ogni credito politico, e ad escluderle dalla circolazione politica leale ed onesta. bbox=[297, 293, 546, 373]
paragraph: — Mi sento un po' male... un tremito di febbre... forse mi piglierà... forse sarò febbre... non è niente... mi passerà... forse è una crisi... è la mia malattia... bbox=[297, 1759, 546, 1798]
paragraph: Se però, conclude il Fremdenblatt, si fosse bisogno di disperdere anche l'ultima ombra di questi sospetti, basterà accennare alla felice soluzione della questione delle ferrovie orientali, alla fine di quell'epoca difficile che l'Austria tendeva nell'interesse generale, a quella grande missione del progresso e della pace, sulla quale specialmente si vol gevano i sospetti di coloro che volevano seminare discordia e diffidenza fra noi e la Porta. bbox=[297, 376, 546, 481]
feuilleton-column-2 bbox=[288, 1606, 553, 2221]
signature-duse: E. Duse-Checchi. bbox=[1533, 1119, 1604, 1130]
paragraph: Il successo seguitato dopo queste stramberie che vi dico, finirete per non raccapezzarvi più, così accade certe cose, che se è un dire... facendovi un po' di cronaca. bbox=[1359, 798, 1609, 836]
paragraph: Marito brutale! — In via Monte Tarpeo, ignorasi per qual motivo, il facchino Ferranti Giuseppe si mise a percuotere violentemente la propria moglie, cagionandole molte contusioni. Alle grida della poveretta accorsero le guardie, che arrestarono quel furibondo e poco amorevole marito! bbox=[1093, 228, 1343, 293]
column-3 bbox=[553, 50, 819, 1596]
paragraph: — Un caso simile toccò all'oste Poma Giuseppe, esercente in via Montebello. Il ragazzo Lalli Bernardo, dopo aver bevuto e mangiato per la somma di lire 2 50, si rifiutò di pagare, dicendo non aver neppure un centesimo. Anche questi venne arrestato. bbox=[1093, 406, 1343, 471]
section-heading-roma: ROMA bbox=[297, 791, 545, 847]
paragraph: mento sforzandosi di dar vigore alla sua voce tremolante, coraggio, mio forte e valorosa fanciulla: tu sai quanto ho io bisogno di te, e quanto il tuo coraggio e il tuo cuore mi sono cari... sì, è dunque tempo che tu sappia quello che io pensi, ed è tempo di dirti tutto quello che io ho nel cuore... ma non piangere... bbox=[828, 1607, 1077, 1685]
paragraph: Il Fremdenblatt saluta con parole cortesi Parigi e Vienna di Mukhtar-pascià, e ricorda che questi fu uno dei più celebri generali turchi nell'impero tedesco, al pari che in Austria, è stato ad ascoltare la parola di sua altezza il sultano. Il sultano non ha da affrettarsi a dare più fermo aiuto, e il viaggio di Mukhtar-pascià a Vienna è fatto per la politica. bbox=[31, 1062, 281, 1140]
column-4 bbox=[820, 50, 1085, 1596]
paragraph: Diplomazia. — Sono ritornati a Roma l'ambasciatore austro-ungarico, conte Ludolf, ed i ministri di Spagna e dell'Uruguay. Stasera o domani arriverà l'ambasciatore francese. bbox=[828, 218, 1077, 270]
paragraph: « Alla signora baronessa Ulmenstein, bbox=[838, 1883, 991, 1895]
feuilleton-divider bbox=[27, 1599, 1613, 1601]
paragraph: Dall'osteria all'ospedale. — Il braccialetto Conti Salvatore, dopo aver passata la sera nel Castro Pretorio, in un'osteria fuori porta S. Cosimato, in compagnia di un suo conoscente di nome Giovannino, venne con questo a questione per futile motivo, venne dal medesimo colpito alla testa con un sasso, riportandone una lesione sanabile in 10 giorni. bbox=[828, 1138, 1077, 1230]
paragraph: Per completare poi il Comitato si attendono le adesioni dei signori Cairoli commendatore Benedetto, Baccelli comm. Augusto, Giordano comm. Pietro Alberto. bbox=[828, 176, 1077, 215]
paragraph: senatore del regno, presidente della Camera di commercio, e dell'Associazione delle Stanze di compensazione di Roma, con i Consiglieri della Camera di commercio: Comm. S. Alatri, cav. Pacifico, cav. Tanfani, cav. Galletti, cav. Castellani, cav. Simonetti ed il segretario avv. V. Garrigos; il direttore generale della Banca Nazionale, comm. G. Grillo; il governatore della Banca Romana, comm. B. Tanlongo; il direttore del Banco di Napoli, comm. V. Garzia; il direttore del Banco di Sicilia, marchese C. Lanelà di Brolo; il direttore del Credito mobiliare, comm. E. Costantini; il vicedirettore della Banca Generale, cav. F. Sperrer; il direttore del Banco di Roma, cav. L. Rosellini, assistenti alle stanze di compensazione; ed il cav. L. Conforto, ispettore delle Stanze. bbox=[562, 51, 812, 236]
feuilleton-columns bbox=[23, 1606, 1616, 2221]
subheading-sezione: SEZIONE QUARTA bbox=[1176, 1087, 1261, 1097]
